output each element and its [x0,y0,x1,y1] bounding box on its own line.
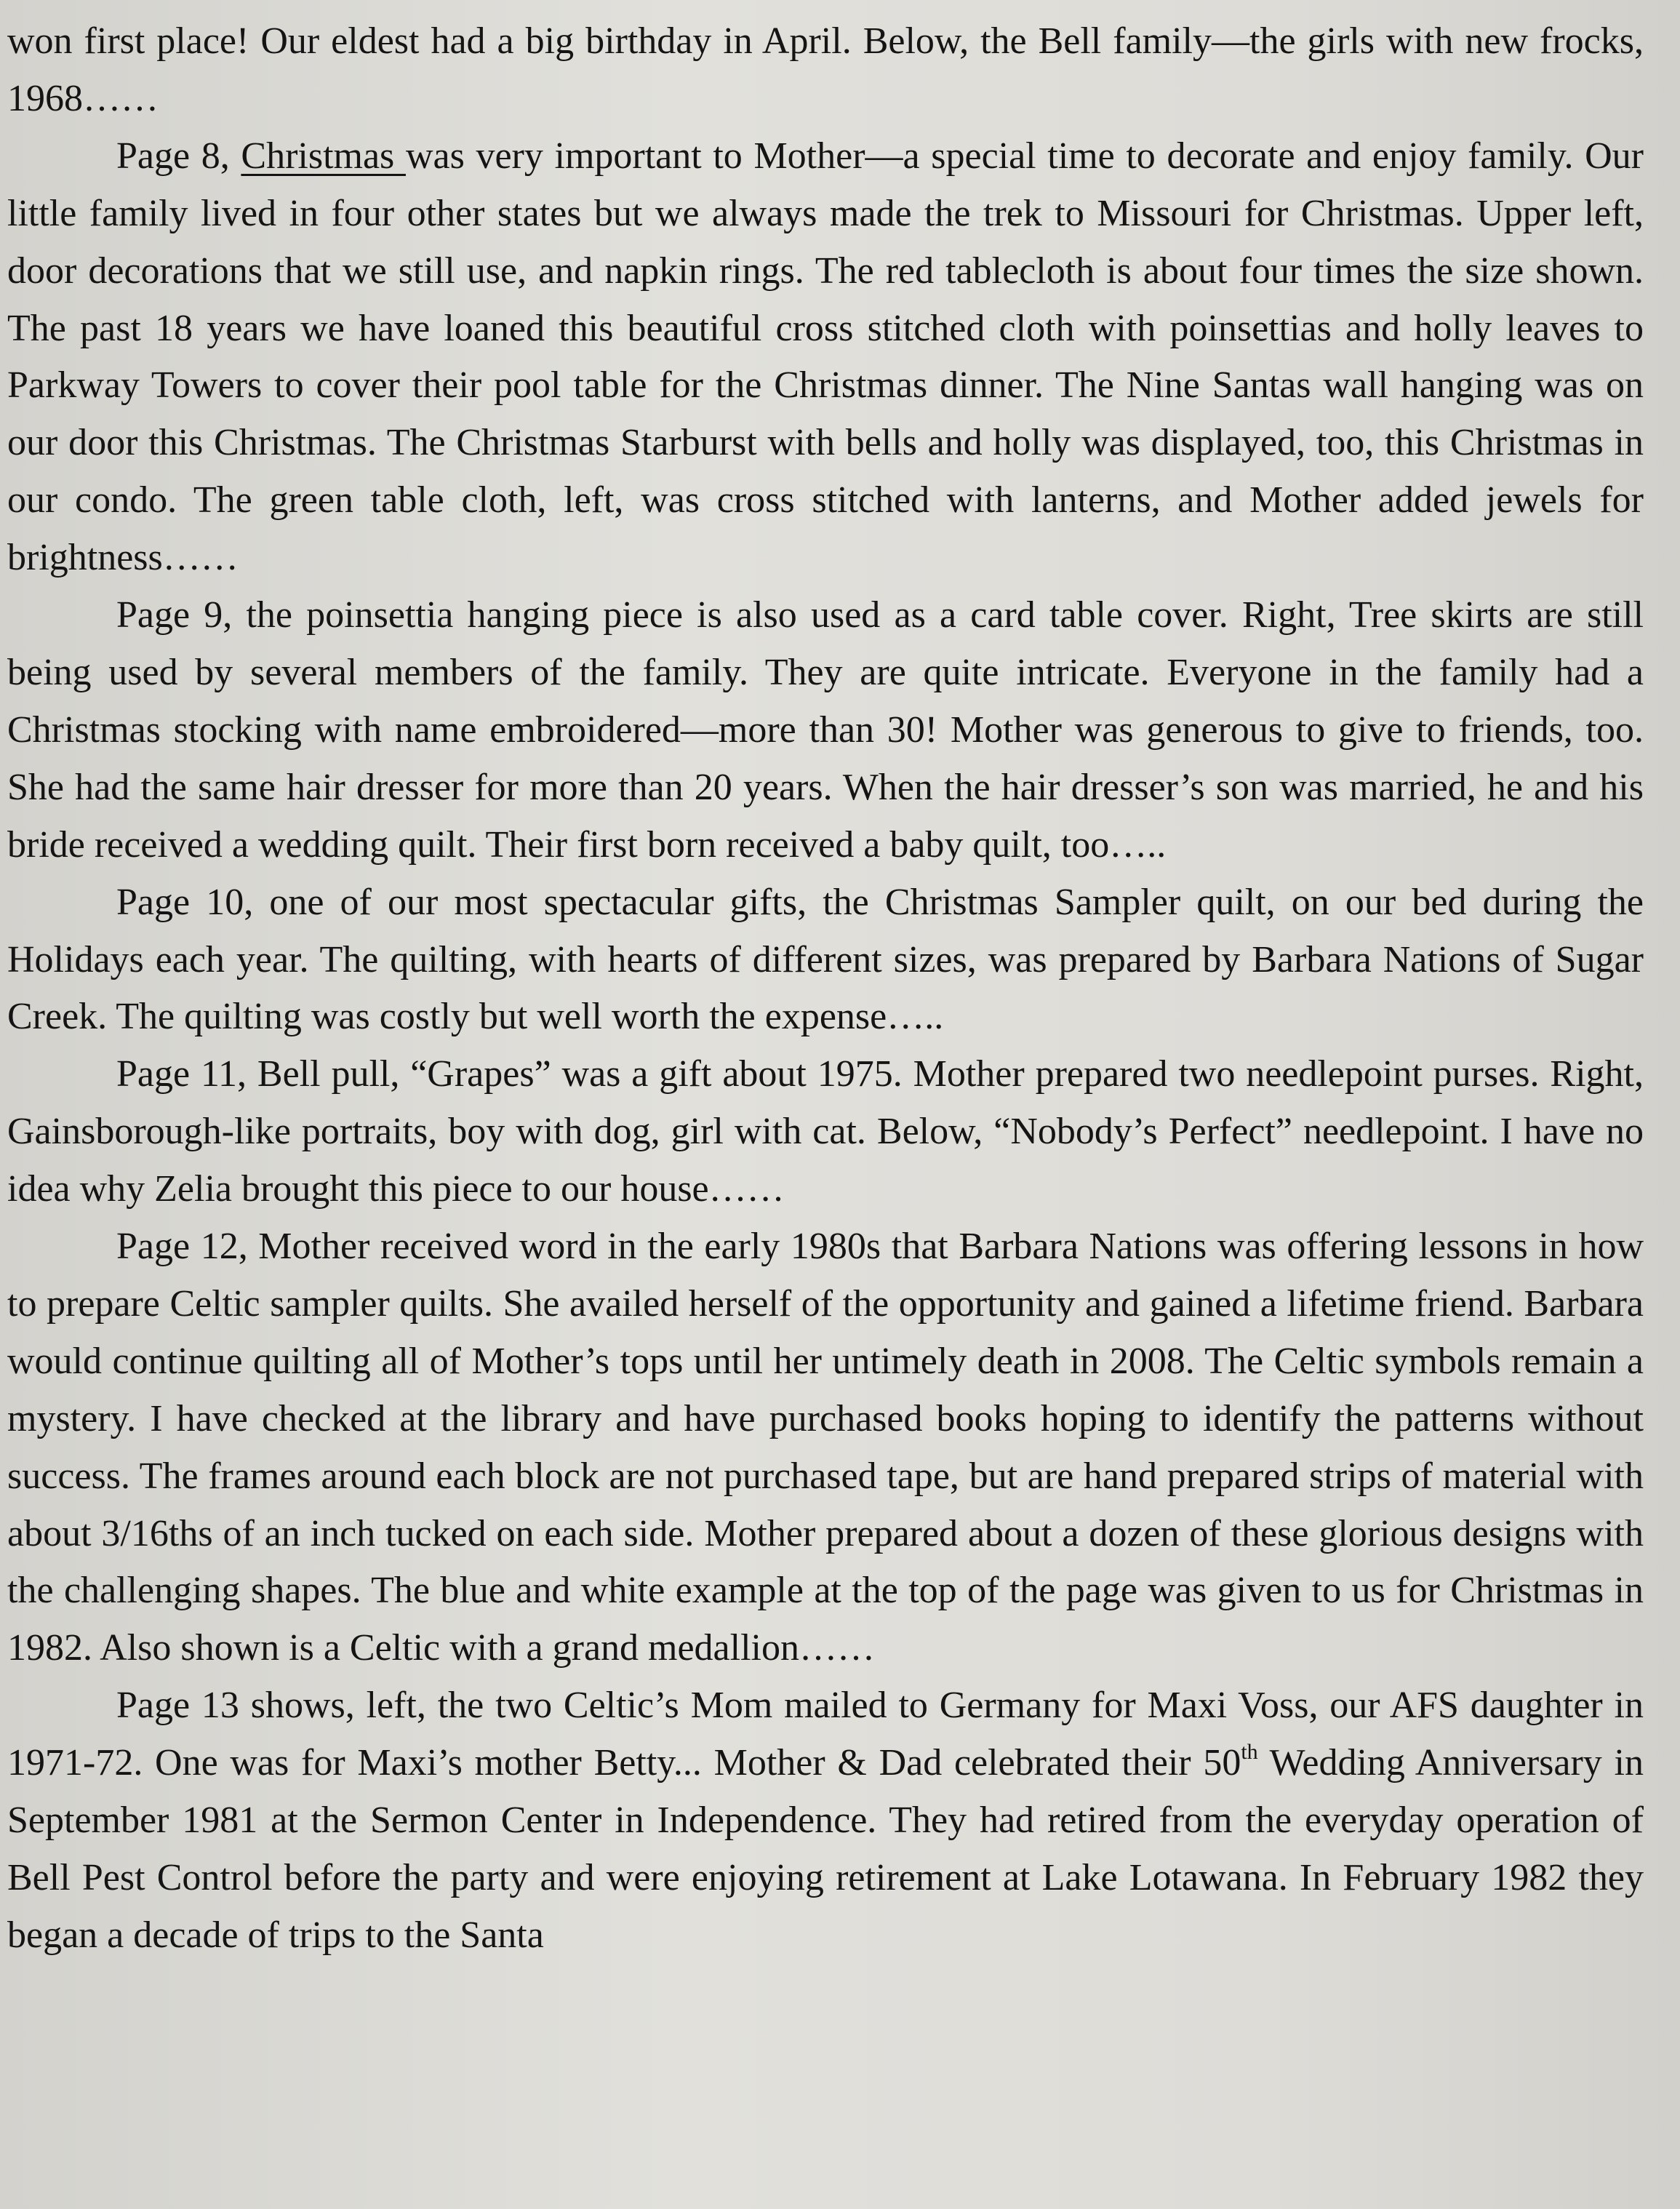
paragraph-page-10 [7,874,1644,1047]
paragraph-page-11 [7,1046,1644,1218]
paragraph-page-12 [7,1218,1644,1677]
paragraph-page-9 [7,587,1644,874]
paragraph-page-10-text: Page 10, one of our most spectacular gifts, the Christmas Sampler quilt, on our bed during the Holidays each year. The quilting, with hearts of different sizes, was prepared by Barbara Nations of Sugar Creek. The quilting was costly but well worth the expense….. [7,881,1644,1038]
paragraph-page-9-text: Page 9, the poinsettia hanging piece is also used as a card table cover. Right, Tree skirts are still being used by several members of the family. They are quite intricate. Everyone in the family had a Christmas stocking with name embroidered—more than 30! Mother was generous to give to friends, too. She had the same hair dresser for more than 20 years. When the hair dresser’s son was married, he and his bride received a wedding quilt. Their first born received a baby quilt, too….. [7,594,1644,866]
paragraph-1 [7,13,1644,128]
paragraph-page-8-text: was very important to Mother—a special time to decorate and enjoy family. Our little family lived in four other states but we always made the trek to Missouri for Christmas. Upper left, door decorations that we still use, and napkin rings. The red tablecloth is about four times the size shown. The past 18 years we have loaned this beautiful cross stitched cloth with poinsettias and holly leaves to Parkway Towers to cover their pool table for the Christmas dinner. The Nine Santas wall hanging was on our door this Christmas. The Christmas Starburst with bells and holly was displayed, too, this Christmas in our condo. The green table cloth, left, was cross stitched with lanterns, and Mother added jewels for brightness…… [7,135,1644,579]
paragraph-page-13-tail: Wedding Anniversary in September 1981 at the Sermon Center in Independence. They had retired from the everyday operation of Bell Pest Control before the party and were enjoying retirement at Lake Lotawana. In February 1982 they began a decade of trips to the Santa [7,1742,1644,1956]
paragraph-page-11-text: Page 11, Bell pull, “Grapes” was a gift about 1975. Mother prepared two needlepoint purses. Right, Gainsborough-like portraits, boy with dog, girl with cat. Below, “Nobody’s Perfect” needlepoint. I have no idea why Zelia brought this piece to our house…… [7,1053,1644,1210]
document-page [7,13,1644,2195]
christmas-underlined-word: Christmas [241,135,406,177]
paragraph-page-13 [7,1677,1644,1965]
ordinal-suffix: th [1241,1740,1258,1765]
paragraph-page-12-text: Page 12, Mother received word in the early 1980s that Barbara Nations was offering lessons in how to prepare Celtic sampler quilts. She availed herself of the opportunity and gained a lifetime friend. Barbara would continue quilting all of Mother’s tops until her untimely death in 2008. The Celtic symbols remain a mystery. I have checked at the library and have purchased books hoping to identify the patterns without success. The frames around each block are not purchased tape, but are hand prepared strips of material with about 3/16ths of an inch tucked on each side. Mother prepared about a dozen of these glorious designs with the challenging shapes. The blue and white example at the top of the page was given to us for Christmas in 1982. Also shown is a Celtic with a grand medallion…… [7,1226,1644,1669]
paragraph-page-8-lead: Page 8, [116,135,241,177]
paragraph-page-13-text: Page 13 shows, left, the two Celtic’s Mom mailed to Germany for Maxi Voss, our AFS daughter in 1971-72. One was for Maxi’s mother Betty... Mother & Dad celebrated their 50 [7,1685,1644,1784]
paragraph-page-8 [7,128,1644,587]
paragraph-1-text: won first place! Our eldest had a big birthday in April. Below, the Bell family—the girls with new frocks, 1968…… [7,20,1644,119]
